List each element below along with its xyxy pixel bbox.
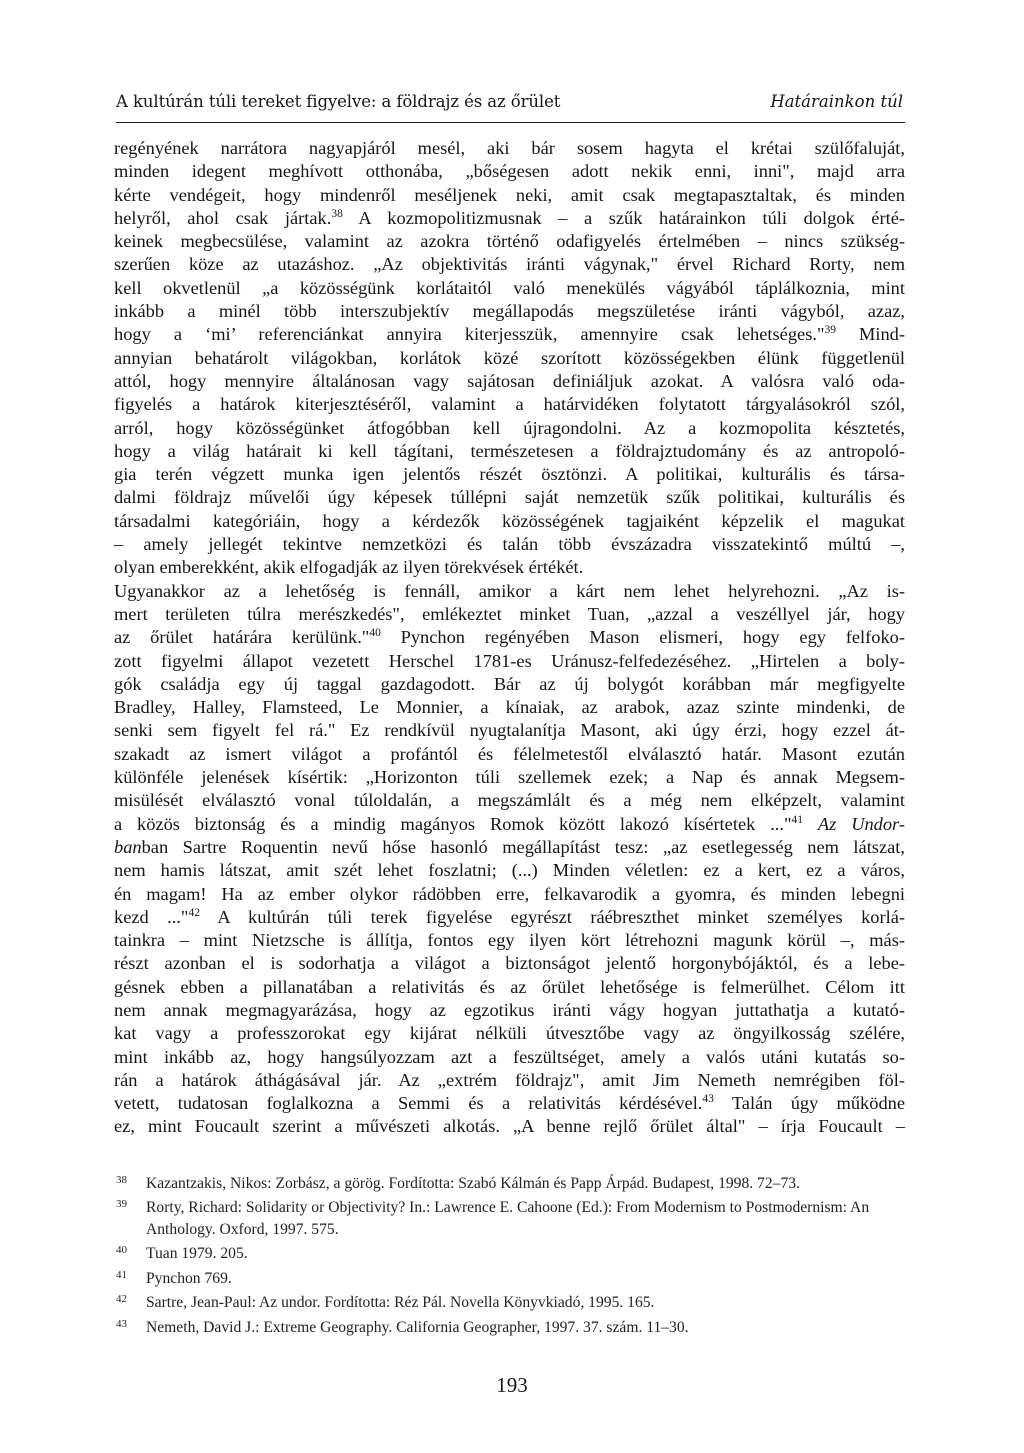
footnote-ref-39: 39 (824, 324, 836, 337)
footnote-41: 41 Pynchon 769. (116, 1268, 232, 1287)
text-line: hogy a világ határait ki kell tágítani, természetesen a földrajztudomány és az antropoló- (114, 440, 905, 461)
footnote-ref-41: 41 (791, 813, 803, 826)
text-line: dalmi földrajz művelői úgy képesek túllépni saját nemzetük szűk politikai, kulturális és (114, 487, 905, 508)
text-line: arról, hogy közösségünket átfogóbban kell újragondolni. Az a kozmopolita késztetés, (114, 417, 905, 438)
text-line: helyről, ahol csak jártak.$^{38}$ A kozmopolitizmusnak – a szűk határainkon túli dolgok érté- (114, 207, 905, 228)
text-line: kezd ..."$^{42}$ A kultúrán túli terek figyelése egyrészt ráébreszthet minket személyes korlá- (114, 906, 905, 927)
text-line: különféle jelenések kísértik: „Horizonton túli szellemek ezek; a Nap és annak Megsem- (114, 767, 905, 788)
section-title: Határainkon túl (770, 92, 903, 111)
text-line: társadalmi kategóriáin, hogy a kérdezők közösségének tagjaiként képzelik el magukat (114, 510, 905, 531)
text-line: gók családja egy új taggal gazdagodott. Bár az új bolygót korábban már megfigyelte (114, 673, 905, 694)
text-line: figyelés a határok kiterjesztéséről, valamint a határvidéken folytatott tárgyalásokról szól, (114, 394, 905, 415)
text-line: misülését elválasztó vonal túloldalán, a megszámlált és a még nem elképzelt, valamint (114, 790, 905, 811)
text-line: senki sem figyelt fel rá." Ez rendkívül nyugtalanítja Masont, aki úgy érzi, hogy ezzel át- (114, 720, 905, 741)
text-line: – amely jellegét tekintve nemzetközi és talán több évszázadra visszatekintő múltú –, (114, 534, 905, 555)
footnote-38: 38 Kazantzakis, Nikos: Zorbász, a görög. Fordította: Szabó Kálmán és Papp Árpád. Budapest, 1998. 72–73. (116, 1174, 800, 1192)
text-line: Bradley, Halley, Flamsteed, Le Monnier, a kínaiak, az arabok, azaz szinte mindenki, de (114, 697, 905, 718)
text-line: kat vagy a professzorokat egy kijárat nélküli útvesztőbe vagy az öngyilkosság szélére, (114, 1023, 905, 1044)
text-line: ez, mint Foucault szerint a művészeti alkotás. „A benne rejlő őrület által" – írja Foucault – (114, 1116, 905, 1137)
footnotes (116, 1170, 906, 1338)
body-paragraphs (114, 137, 905, 1139)
chapter-title: A kultúrán túli tereket figyelve: a földrajz és az őrület (116, 92, 561, 111)
text-line: hogy a ‘mi’ referenciánkat annyira kiterjesszük, amennyire csak lehetséges."$^{39}$ Mind- (114, 324, 905, 345)
footnote-43: 43 Nemeth, David J.: Extreme Geography. California Geographer, 1997. 37. szám. 11–30. (116, 1317, 689, 1336)
text-line: vetett, tudatosan foglalkozna a Semmi és a relativitás kérdésével.$^{43}$ Talán úgy működne (114, 1093, 905, 1114)
footnote-42: 42 Sartre, Jean-Paul: Az undor. Fordította: Réz Pál. Novella Könyvkiadó, 1995. 165. (116, 1293, 655, 1312)
text-line: annyian behatárolt világokban, korlátok közé szorított közösségekben élünk függetlenül (114, 347, 905, 368)
text-line: szakadt az ismert világot a profántól és félelmetestől elválasztó határ. Masont ezután (114, 743, 905, 764)
text-line: nem hamis látszat, amit szét lehet foszlatni; (...) Minden véletlen: ez a kert, ez a város, (114, 860, 905, 881)
text-line: zott figyelmi állapot vezetett Herschel 1781-es Uránusz-felfedezéséhez. „Hirtelen a boly- (114, 650, 905, 671)
text-line: olyan emberekként, akik elfogadják az ilyen törekvések értékét. (114, 557, 584, 578)
text-line: inkább a minél több interszubjektív megállapodás megszületése iránti vágyból, azaz, (114, 301, 905, 322)
footnote-ref-40: 40 (369, 627, 381, 640)
text-line: Ugyanakkor az a lehetőség is fennáll, amikor a kárt nem lehet helyrehozni. „Az is- (114, 580, 905, 601)
text-line: nem annak megmagyarázása, hogy az egzotikus iránti vágy hogyan juttathatja a kutató- (114, 999, 905, 1020)
running-header (116, 88, 905, 123)
text-line: kell okvetlenül „a közösségünk korlátaitól való menekülés vágyából táplálkoznia, mint (114, 277, 905, 298)
text-line: rán a határok áthágásával jár. Az „extrém földrajz", amit Jim Nemeth nemrégiben föl- (114, 1069, 905, 1090)
text-line: mint inkább az, hogy hangsúlyozzam azt a feszültséget, amely a valós utáni kutatás so- (114, 1046, 905, 1067)
text-line: én magam! Ha az ember olykor rádöbben erre, felkavarodik a gyomra, és minden lebegni (114, 883, 905, 904)
text-line: minden idegent meghívott otthonába, „bőségesen adott nekik enni, inni", majd arra (114, 161, 905, 182)
text-line: gia terén végzett munka igen jelentős részét ösztönzi. A politikai, kulturális és társa- (114, 464, 905, 485)
footnote-39: 39 Rorty, Richard: Solidarity or Objectivity? In.: Lawrence E. Cahoone (Ed.): From Modernism to Postmodernism: An Anthology. Oxford, 1997. 575. (116, 1198, 870, 1238)
text-line: attól, hogy mennyire általánosan vagy sajátosan definiáljuk azokat. A valósra való oda- (114, 370, 905, 391)
text-line: az őrület határára kerülünk."$^{40}$ Pynchon regényében Mason elismeri, hogy egy felfoko- (114, 627, 905, 648)
page-number: 193 (496, 1373, 528, 1397)
text-line: keinek megbecsülése, valamint az azokra történő odafigyelés értelmében – nincs szükség- (114, 231, 905, 252)
footnote-ref-43: 43 (702, 1093, 714, 1106)
text-line: mert területen túlra merészkedés", emlékeztet minket Tuan, „azzal a veszéllyel jár, hogy (114, 603, 905, 624)
text-line: tainkra – mint Nietzsche is állítja, fontos egy ilyen kört létrehozni magunk körül –, más- (114, 930, 905, 951)
text-line: szerűen köze az utazáshoz. „Az objektivitás iránti vágynak," érvel Richard Rorty, nem (114, 254, 905, 275)
footnote-ref-42: 42 (188, 906, 200, 919)
text-line: a közös biztonság és a mindig magányos Romok között lakozó kísértetek ..."$^{41}$ Az Undor- (114, 813, 905, 834)
text-line: gésnek ebben a pillanatában a relativitás és az őrület lehetősége is felmerülhet. Célom itt (114, 976, 905, 997)
footnote-40: 40 Tuan 1979. 205. (116, 1244, 248, 1263)
text-line: regényének narrátora nagyapjáról mesél, aki bár sosem hagyta el krétai szülőfaluját, (114, 138, 905, 158)
text-line: banban Sartre Roquentin nevű hőse hasonló megállapítást tesz: „az esetlegesség nem látszat, (114, 836, 905, 857)
text-line: kérte vendégeit, hogy mindenről meséljenek neki, amit csak megtapasztaltak, és minden (114, 184, 905, 205)
text-line: részt azonban el is sodorhatja a világot a biztonságot jelentő horgonybójáktól, és a lebe- (114, 953, 905, 974)
footnote-ref-38: 38 (331, 207, 343, 220)
